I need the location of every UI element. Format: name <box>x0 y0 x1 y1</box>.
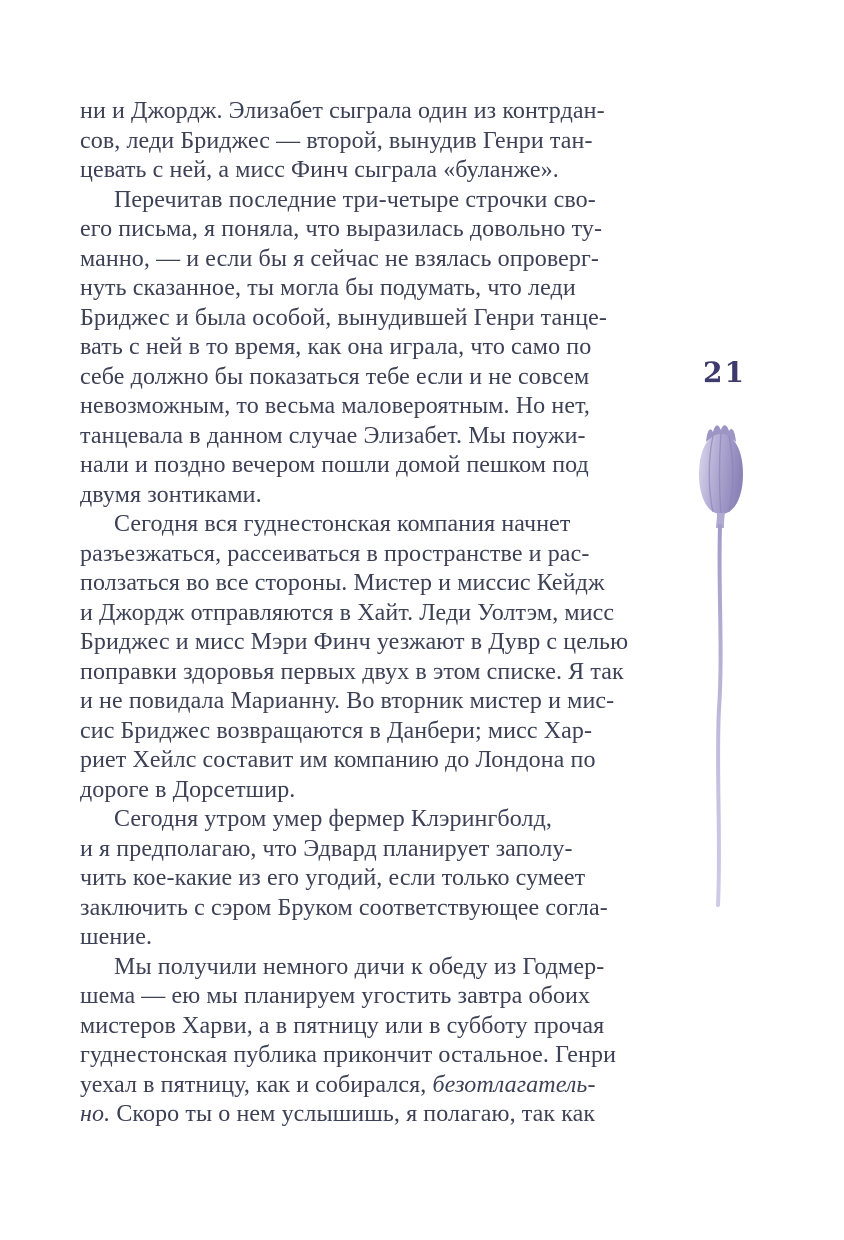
text-run: танцевала в данном случае Элизабет. Мы поужи- <box>80 422 586 449</box>
text-run: сов, леди Бриджес — второй, вынудив Генри тан- <box>80 127 593 154</box>
poppy-capsule <box>699 434 743 514</box>
text-run: двумя зонтиками. <box>80 481 262 508</box>
text-run: разъезжаться, рассеиваться в пространстве и рас- <box>80 540 590 567</box>
text-run: Сегодня вся гуднестонская компания начнет <box>114 511 571 537</box>
italic-text-run: безотлагатель- <box>432 1071 596 1098</box>
paragraph <box>80 97 652 186</box>
text-run: и я предполагаю, что Эдвард планирует заполу- <box>80 835 573 862</box>
page-number: 21 <box>703 356 746 389</box>
paragraph <box>80 805 652 953</box>
text-run: цевать с ней, а мисс Финч сыграла «буланже». <box>80 157 559 183</box>
text-run: мистеров Харви, а в пятницу или в субботу прочая <box>80 1012 605 1039</box>
text-run: шение. <box>80 924 153 950</box>
italic-text-run: но. <box>80 1101 111 1127</box>
text-run: и Джордж отправляются в Хайт. Леди Уолтэм, мисс <box>80 599 615 626</box>
text-run: чить кое-какие из его угодий, если только сумеет <box>80 865 586 891</box>
text-run: и не повидала Марианну. Во вторник мистер и мис- <box>80 688 615 714</box>
text-run: ни и Джордж. Элизабет сыграла один из контрдан- <box>80 98 605 124</box>
text-run: себе должно бы показаться тебе если и не совсем <box>80 363 590 390</box>
text-run: поправки здоровья первых двух в этом списке. Я так <box>80 658 624 685</box>
text-run: невозможным, то весьма маловероятным. Но нет, <box>80 393 590 419</box>
text-run: уехал в пятницу, как и собирался, <box>80 1071 433 1098</box>
text-run: ползаться во все стороны. Мистер и миссис Кейдж <box>80 570 605 596</box>
text-run: гуднестонская публика прикончит остальное. Генри <box>80 1042 617 1068</box>
text-run: вать с ней в то время, как она играла, что само по <box>80 334 592 360</box>
paragraph <box>80 510 652 805</box>
text-run: риет Хейлс составит им компанию до Лондона по <box>80 747 596 773</box>
text-run: Мы получили немного дичи к обеду из Годмер- <box>114 953 605 980</box>
text-run: нали и поздно вечером пошли домой пешком под <box>80 452 589 478</box>
text-run: шема — ею мы планируем угостить завтра обоих <box>80 983 591 1009</box>
text-run: Сегодня утром умер фермер Клэрингболд, <box>114 806 553 832</box>
text-run: нуть сказанное, ты могла бы подумать, что леди <box>80 275 576 301</box>
text-run: манно, — и если бы я сейчас не взялась опроверг- <box>80 245 600 272</box>
text-run: Бриджес и мисс Мэри Финч уезжают в Дувр с целью <box>80 629 629 655</box>
text-run: Перечитав последние три-четыре строчки сво- <box>114 186 596 213</box>
paragraph <box>80 953 652 1130</box>
text-run: дороге в Дорсетшир. <box>80 776 296 803</box>
text-block <box>80 97 652 1130</box>
text-run: Бриджес и была особой, вынудившей Генри танце- <box>80 304 608 331</box>
text-run: сис Бриджес возвращаются в Данбери; мисс Хар- <box>80 717 593 744</box>
text-run: заключить с сэром Бруком соответствующее согла- <box>80 894 608 921</box>
text-run: Скоро ты о нем услышишь, я полагаю, так как <box>110 1101 596 1127</box>
poppy-stem <box>718 526 721 905</box>
text-run: его письма, я поняла, что выразилась довольно ту- <box>80 216 603 242</box>
poppy-seed-pod-illustration <box>688 419 754 911</box>
paragraph <box>80 186 652 511</box>
